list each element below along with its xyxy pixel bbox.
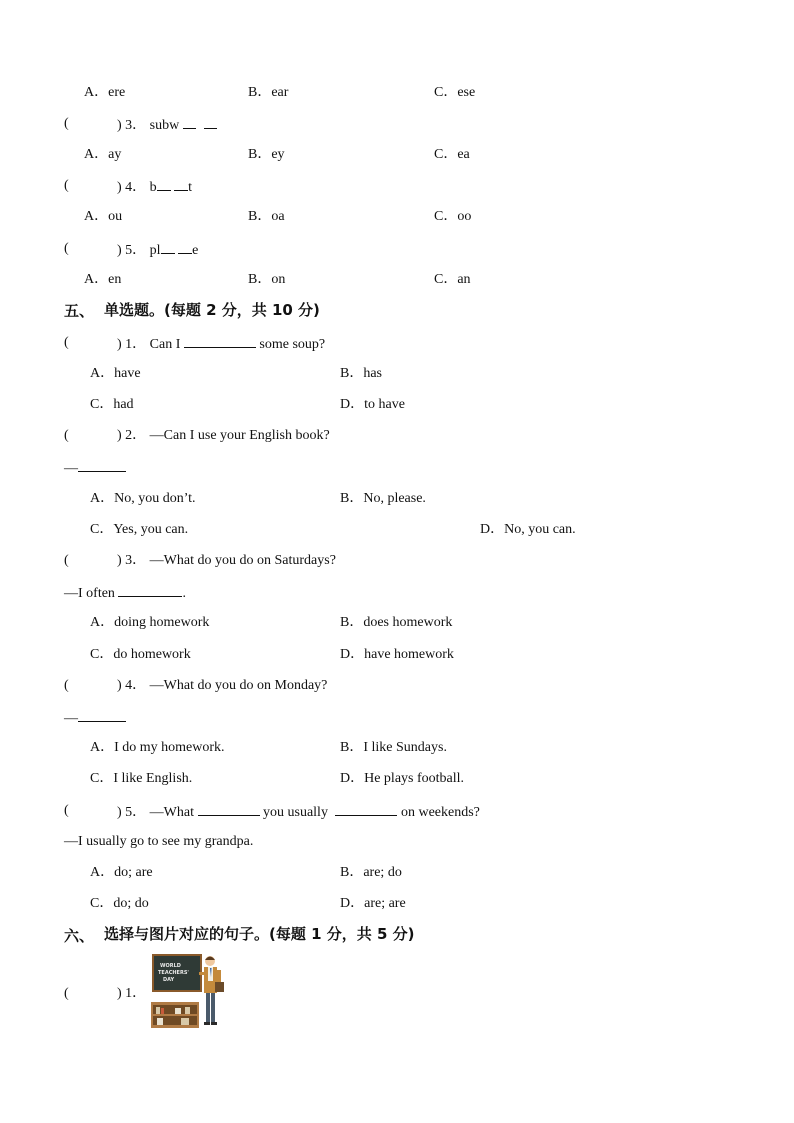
- option-c: C．ese: [434, 85, 476, 100]
- response-text: —I often: [64, 586, 115, 601]
- option-b: B．has: [340, 366, 382, 381]
- s5-question-5: [117, 802, 480, 822]
- response-text: —I usually go to see my grandpa.: [64, 834, 254, 849]
- question-text: Can I: [149, 337, 181, 352]
- section-number: 五、: [64, 302, 95, 320]
- section-title: 单选题。(每题 2 分，共 10 分): [104, 301, 320, 319]
- option-c: C．I like English.: [90, 771, 193, 786]
- option-d: D．to have: [340, 397, 405, 412]
- question-number: ) 4．: [117, 180, 147, 195]
- blank: [118, 583, 182, 597]
- word-suffix: e: [192, 243, 199, 258]
- answer-paren-open: (: [64, 241, 69, 256]
- board-text: DAY: [163, 977, 175, 983]
- option-a: A．No, you don’t.: [90, 491, 196, 506]
- s5-question-3: [117, 552, 336, 570]
- option-c: C．oo: [434, 209, 472, 224]
- option-a: A．do; are: [90, 865, 153, 880]
- blank: [174, 177, 188, 191]
- word-prefix: b: [149, 180, 157, 195]
- option-a: A．ay: [84, 147, 122, 162]
- word-prefix: pl: [149, 243, 161, 258]
- option-d: D．No, you can.: [480, 522, 576, 537]
- option-a: A．have: [90, 366, 141, 381]
- question-text: on weekends?: [400, 805, 480, 820]
- word-suffix: t: [188, 180, 193, 195]
- question-number: ) 1．: [117, 986, 147, 1001]
- response-line: [64, 458, 126, 478]
- option-b: B．ey: [248, 147, 285, 162]
- option-a: A．ere: [84, 85, 126, 100]
- option-a: A．I do my homework.: [90, 740, 225, 755]
- question-text: —What: [149, 805, 194, 820]
- question-number: ) 4．: [117, 678, 147, 693]
- blank: [178, 240, 192, 254]
- question-number: ) 5．: [117, 805, 147, 820]
- blank: [204, 115, 217, 129]
- option-c: C．do; do: [90, 896, 149, 911]
- teachers-day-image: [151, 952, 227, 1028]
- option-a: A．en: [84, 272, 122, 287]
- s5-question-4: [117, 677, 327, 695]
- option-c: C．an: [434, 272, 471, 287]
- option-c: C．had: [90, 397, 134, 412]
- answer-paren-open: (: [64, 178, 69, 193]
- question-text: —What do you do on Saturdays?: [149, 553, 336, 568]
- option-b: B．does homework: [340, 615, 453, 630]
- option-a: A．doing homework: [90, 615, 210, 630]
- response-line: [64, 583, 186, 603]
- board-text: TEACHERS': [158, 970, 189, 976]
- response-line: [64, 708, 126, 728]
- word-prefix: subw: [149, 118, 180, 133]
- question-3-line: [117, 115, 217, 135]
- blank: [161, 240, 175, 254]
- question-number: ) 3．: [117, 553, 147, 568]
- blank: [78, 708, 126, 722]
- question-number: ) 1．: [117, 337, 147, 352]
- blank: [335, 802, 397, 816]
- blank: [78, 458, 126, 472]
- question-4-line: [117, 177, 192, 197]
- option-b: B．oa: [248, 209, 285, 224]
- response-end: .: [182, 586, 186, 601]
- answer-paren-open: (: [64, 335, 69, 350]
- option-c: C．Yes, you can.: [90, 522, 189, 537]
- board-text: WORLD: [160, 963, 181, 969]
- answer-paren-open: (: [64, 116, 69, 131]
- blank: [198, 802, 260, 816]
- response-dash: —: [64, 711, 78, 726]
- option-a: A．ou: [84, 209, 123, 224]
- blank: [157, 177, 171, 191]
- question-text: you usually: [263, 805, 328, 820]
- option-d: D．He plays football.: [340, 771, 465, 786]
- option-b: B．are; do: [340, 865, 402, 880]
- blank: [183, 115, 196, 129]
- question-5-line: [117, 240, 198, 260]
- section-title: 选择与图片对应的句子。(每题 1 分，共 5 分): [104, 925, 415, 943]
- blank: [184, 334, 256, 348]
- question-text: some soup?: [259, 337, 326, 352]
- s5-question-2: [117, 427, 330, 445]
- s5-question-1: [117, 334, 325, 354]
- question-number: ) 2．: [117, 428, 147, 443]
- option-b: B．No, please.: [340, 491, 426, 506]
- option-c: C．ea: [434, 147, 470, 162]
- question-number: ) 3．: [117, 118, 147, 133]
- question-number: ) 5．: [117, 243, 147, 258]
- option-d: D．are; are: [340, 896, 406, 911]
- option-b: B．ear: [248, 85, 289, 100]
- teacher-blackboard-illustration: [151, 952, 227, 1028]
- option-b: B．on: [248, 272, 286, 287]
- option-b: B．I like Sundays.: [340, 740, 447, 755]
- option-d: D．have homework: [340, 647, 454, 662]
- answer-paren-open: (: [64, 986, 69, 1001]
- answer-paren-open: (: [64, 553, 69, 568]
- question-text: —Can I use your English book?: [149, 428, 330, 443]
- question-text: —What do you do on Monday?: [149, 678, 328, 693]
- option-c: C．do homework: [90, 647, 191, 662]
- response-dash: —: [64, 461, 78, 476]
- answer-paren-open: (: [64, 428, 69, 443]
- section-number: 六、: [64, 927, 95, 945]
- answer-paren-open: (: [64, 803, 69, 818]
- answer-paren-open: (: [64, 678, 69, 693]
